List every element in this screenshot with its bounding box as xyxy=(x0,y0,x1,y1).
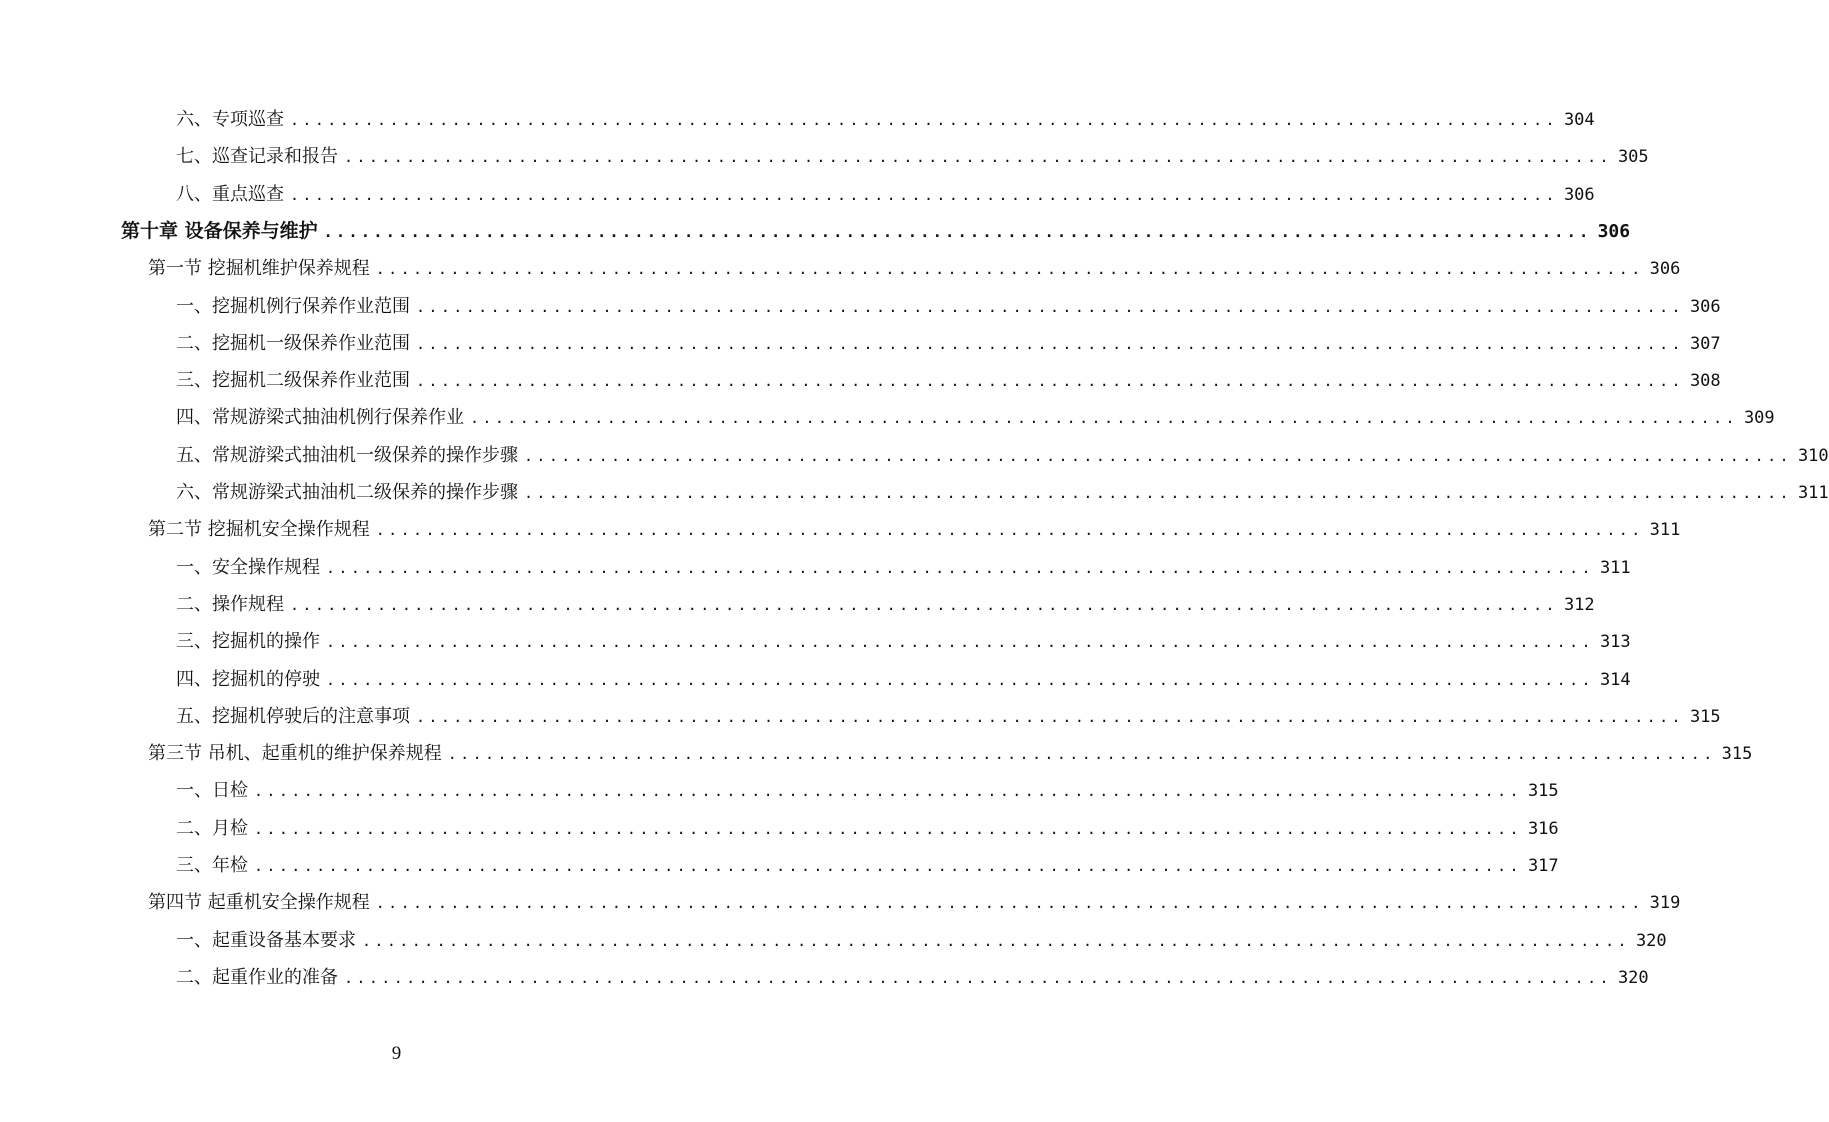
toc-entry-title: 四、常规游梁式抽油机例行保养作业 xyxy=(176,407,464,429)
dot-leader: ...................................................................................................... xyxy=(375,894,1644,913)
dot-leader: ...................................................................................................... xyxy=(254,857,1522,875)
toc-entry-page: 317 xyxy=(1527,856,1559,876)
toc-item-entry[interactable] xyxy=(176,623,1631,660)
toc-item-entry[interactable] xyxy=(176,772,1559,809)
toc-item-entry[interactable] xyxy=(176,922,1667,959)
toc-section-entry[interactable] xyxy=(148,735,1753,772)
toc-entry-page: 310 xyxy=(1797,445,1829,466)
page-number: 9 xyxy=(391,1043,402,1064)
toc-item-entry[interactable] xyxy=(176,474,1829,511)
toc-section-entry[interactable] xyxy=(148,250,1681,287)
dot-leader: ...................................................................................................... xyxy=(254,782,1522,801)
toc-entry-page: 315 xyxy=(1527,781,1559,802)
toc-entry-title: 七、巡查记录和报告 xyxy=(176,146,338,168)
toc-item-entry[interactable] xyxy=(176,549,1631,586)
dot-leader: ...................................................................................................... xyxy=(326,670,1594,689)
dot-leader: ...................................................................................................... xyxy=(290,595,1558,614)
toc-item-entry[interactable] xyxy=(176,288,1721,325)
toc-entry-page: 306 xyxy=(1649,259,1681,280)
dot-leader: ...................................................................................................... xyxy=(344,148,1612,167)
dot-leader: ...................................................................................................... xyxy=(326,558,1594,577)
dot-leader: ...................................................................................................... xyxy=(375,260,1644,279)
toc-entry-page: 313 xyxy=(1599,632,1631,653)
toc-entry-page: 311 xyxy=(1649,520,1681,541)
dot-leader: ...................................................................................................... xyxy=(290,111,1558,129)
toc-item-entry[interactable] xyxy=(176,399,1775,436)
toc-entry-title: 第一节 挖掘机维护保养规程 xyxy=(148,258,370,280)
dot-leader: ...................................................................................................... xyxy=(362,931,1630,950)
toc-entry-page: 306 xyxy=(1597,220,1631,242)
toc-entry-page: 314 xyxy=(1599,669,1631,690)
toc-item-entry[interactable] xyxy=(176,325,1721,362)
toc-item-entry[interactable] xyxy=(176,437,1829,474)
toc-chapter-entry[interactable] xyxy=(121,213,1631,250)
toc-entry-title: 三、挖掘机的操作 xyxy=(176,631,320,653)
toc-item-entry[interactable] xyxy=(176,362,1721,399)
dot-leader: ...................................................................................................... xyxy=(416,707,1684,726)
dot-leader: ...................................................................................................... xyxy=(344,968,1612,987)
toc-entry-page: 308 xyxy=(1689,371,1721,392)
toc-entry-page: 312 xyxy=(1563,594,1595,615)
toc-entry-page: 320 xyxy=(1617,967,1649,988)
toc-entry-page: 306 xyxy=(1563,184,1595,205)
toc-item-entry[interactable] xyxy=(176,101,1595,138)
toc-item-entry[interactable] xyxy=(176,586,1595,623)
toc-entry-page: 319 xyxy=(1649,893,1681,914)
toc-entry-page: 306 xyxy=(1689,296,1721,317)
dot-leader: ...................................................................................................... xyxy=(470,409,1738,428)
toc-entry-title: 一、日检 xyxy=(176,780,248,802)
toc-entry-title: 第三节 吊机、起重机的维护保养规程 xyxy=(148,743,442,765)
dot-leader: ...................................................................................................... xyxy=(524,446,1792,465)
toc-entry-page: 307 xyxy=(1689,333,1721,354)
toc-entry-title: 第十章 设备保养与维护 xyxy=(121,219,318,242)
toc-entry-title: 六、专项巡查 xyxy=(176,109,284,130)
toc-entry-title: 六、常规游梁式抽油机二级保养的操作步骤 xyxy=(176,482,518,503)
toc-entry-title: 一、挖掘机例行保养作业范围 xyxy=(176,295,410,317)
toc-entry-title: 三、挖掘机二级保养作业范围 xyxy=(176,370,410,392)
toc-entry-title: 五、挖掘机停驶后的注意事项 xyxy=(176,705,410,727)
toc-item-entry[interactable] xyxy=(176,810,1559,847)
dot-leader: ...................................................................................................... xyxy=(254,819,1522,838)
toc-entry-page: 304 xyxy=(1563,110,1595,130)
toc-entry-title: 一、起重设备基本要求 xyxy=(176,929,356,951)
toc-entry-title: 三、年检 xyxy=(176,855,248,876)
toc-item-entry[interactable] xyxy=(176,138,1649,175)
toc-entry-title: 第四节 起重机安全操作规程 xyxy=(148,892,370,914)
dot-leader: ...................................................................................................... xyxy=(447,745,1716,764)
toc-entry-page: 309 xyxy=(1743,408,1775,429)
toc-item-entry[interactable] xyxy=(176,176,1595,213)
toc-entry-title: 五、常规游梁式抽油机一级保养的操作步骤 xyxy=(176,444,518,466)
toc-section-entry[interactable] xyxy=(148,511,1681,548)
toc-item-entry[interactable] xyxy=(176,698,1721,735)
toc-entry-title: 二、挖掘机一级保养作业范围 xyxy=(176,332,410,354)
toc-entry-page: 315 xyxy=(1689,706,1721,727)
toc-entry-title: 第二节 挖掘机安全操作规程 xyxy=(148,519,370,541)
toc-item-entry[interactable] xyxy=(176,959,1649,996)
dot-leader: ...................................................................................................... xyxy=(416,372,1684,391)
dot-leader: ...................................................................................................... xyxy=(375,521,1644,540)
toc-entry-page: 316 xyxy=(1527,818,1559,839)
toc-entry-title: 八、重点巡查 xyxy=(176,183,284,205)
dot-leader: ...................................................................................................... xyxy=(326,633,1594,652)
toc-entry-title: 一、安全操作规程 xyxy=(176,556,320,578)
dot-leader: ...................................................................................................... xyxy=(416,297,1684,316)
toc-entry-page: 320 xyxy=(1635,930,1667,951)
toc-entry-page: 315 xyxy=(1721,744,1753,765)
dot-leader: ...................................................................................................... xyxy=(290,185,1558,204)
toc-entry-page: 311 xyxy=(1797,483,1829,503)
toc-item-entry[interactable] xyxy=(176,847,1559,884)
toc-section-entry[interactable] xyxy=(148,884,1681,921)
toc-entry-title: 二、操作规程 xyxy=(176,593,284,615)
toc-entry-title: 四、挖掘机的停驶 xyxy=(176,668,320,690)
dot-leader: ...................................................................................................... xyxy=(323,222,1592,241)
dot-leader: ...................................................................................................... xyxy=(416,334,1684,353)
toc-item-entry[interactable] xyxy=(176,661,1631,698)
toc-entry-page: 311 xyxy=(1599,557,1631,578)
dot-leader: ...................................................................................................... xyxy=(524,484,1792,502)
toc-entry-page: 305 xyxy=(1617,147,1649,168)
toc-entry-title: 二、月检 xyxy=(176,817,248,839)
toc-entry-title: 二、起重作业的准备 xyxy=(176,966,338,988)
